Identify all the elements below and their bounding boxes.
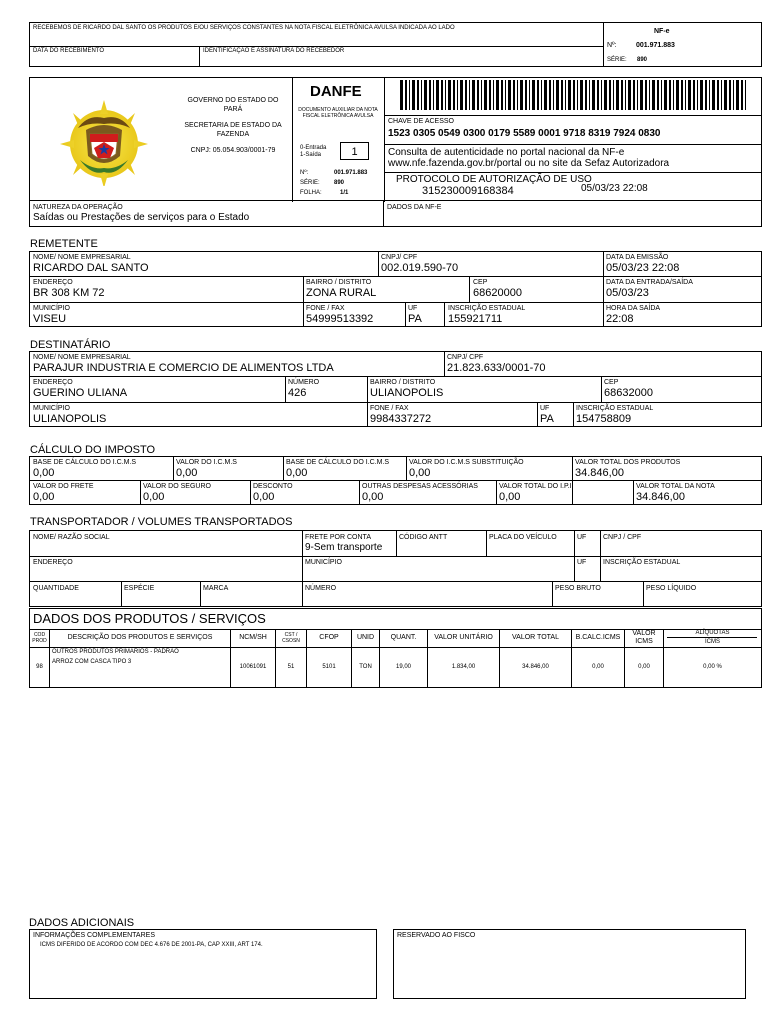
ipi-label: VALOR TOTAL DO I.P.I	[499, 483, 572, 490]
danfe-serie-label: SÉRIE:	[300, 180, 320, 186]
rem-emissao-label: DATA DA EMISSÃO	[606, 254, 669, 261]
desconto: 0,00	[253, 491, 275, 503]
row-desc-line1: OUTROS PRODUTOS PRIMARIOS - PADRAO	[52, 649, 179, 655]
barcode-bar	[717, 80, 719, 110]
rem-endereco-label: ENDEREÇO	[33, 279, 73, 286]
barcode-bar	[613, 80, 614, 110]
col-cst: CST / CSOSN	[276, 629, 307, 647]
barcode-bar	[484, 80, 487, 110]
rem-ie: 155921711	[448, 313, 503, 325]
barcode-bar	[676, 80, 679, 110]
barcode-bar	[633, 80, 635, 110]
barcode-bar	[628, 80, 631, 110]
rem-municipio: VISEU	[33, 313, 67, 325]
trans-endereco-label: ENDEREÇO	[33, 559, 73, 566]
reservado-fisco	[393, 929, 746, 999]
barcode-bar	[609, 80, 611, 110]
dest-municipio-label: MUNICÍPIO	[33, 405, 70, 412]
base-icms-label: BASE DE CÁLCULO DO I.C.M.S	[33, 459, 137, 466]
destinatario-block	[29, 351, 762, 427]
rem-ie-label: INSCRIÇÃO ESTADUAL	[448, 305, 526, 312]
barcode-bar	[616, 80, 619, 110]
dest-nome-label: NOME/ NOME EMPRESARIAL	[33, 354, 131, 361]
barcode	[400, 80, 750, 110]
chave-acesso: 1523 0305 0549 0300 0179 5589 0001 9718 8319 7924 0830	[388, 128, 661, 139]
dest-numero-label: NÚMERO	[288, 379, 320, 386]
row-cst: 51	[276, 647, 307, 687]
barcode-bar	[409, 80, 410, 110]
trans-especie-label: ESPÉCIE	[124, 585, 155, 592]
info-label: INFORMAÇÕES COMPLEMENTARES	[33, 932, 155, 939]
barcode-bar	[573, 80, 575, 110]
barcode-bar	[496, 80, 499, 110]
rem-hora-label: HORA DA SAÍDA	[606, 305, 661, 312]
col-aliquotas	[664, 629, 761, 647]
barcode-bar	[640, 80, 643, 110]
rem-fone: 54999513392	[306, 313, 374, 325]
dest-uf: PA	[540, 413, 554, 425]
barcode-bar	[673, 80, 674, 110]
outras-label: OUTRAS DESPESAS ACESSÓRIAS	[362, 483, 478, 490]
saida-text: 1-Saída	[300, 152, 322, 158]
barcode-bar	[729, 80, 731, 110]
col-cfop: CFOP	[307, 629, 352, 647]
produtos-section-title: DADOS DOS PRODUTOS / SERVIÇOS	[33, 611, 266, 626]
col-aliq: ALÍQUOTAS	[695, 630, 730, 636]
col-vtotal: VALOR TOTAL	[500, 629, 572, 647]
trans-antt-label: CÓDIGO ANTT	[399, 534, 448, 541]
chave-label: CHAVE DE ACESSO	[388, 118, 455, 125]
rem-nome: RICARDO DAL SANTO	[33, 262, 149, 274]
col-desc: DESCRIÇÃO DOS PRODUTOS E SERVIÇOS	[50, 629, 231, 647]
fisco-label: RESERVADO AO FISCO	[397, 932, 476, 939]
barcode-bar	[513, 80, 515, 110]
dest-fone: 9984337272	[370, 413, 432, 425]
trans-bruto-label: PESO BRUTO	[555, 585, 601, 592]
produtos-header	[30, 629, 761, 647]
identificacao-label: IDENTIFICAÇÃO E ASSINATURA DO RECEBEDOR	[203, 48, 345, 54]
danfe-title: DANFE	[310, 83, 362, 100]
row-vunit: 1.834,00	[428, 647, 500, 687]
barcode-bar	[697, 80, 698, 110]
destinatario-section-title: DESTINATÁRIO	[30, 339, 111, 351]
barcode-bar	[712, 80, 715, 110]
remetente-section-title: REMETENTE	[30, 238, 98, 250]
dest-numero: 426	[288, 387, 307, 399]
canhoto-nfe-label: NF-e	[654, 28, 670, 35]
rem-nome-label: NOME/ NOME EMPRESARIAL	[33, 254, 131, 261]
table-row	[30, 647, 761, 687]
barcode-bar	[544, 80, 547, 110]
trans-marca-label: MARCA	[203, 585, 229, 592]
rem-bairro-label: BAIRRO / DISTRITO	[306, 279, 372, 286]
barcode-bar	[412, 80, 415, 110]
consulta-line1: Consulta de autenticidade no portal nacional da NF-e	[388, 147, 625, 158]
barcode-bar	[601, 80, 602, 110]
emitente-cnpj: CNPJ: 05.054.903/0001-79	[190, 147, 276, 154]
trans-ie-label: INSCRIÇÃO ESTADUAL	[603, 559, 681, 566]
barcode-bar	[669, 80, 671, 110]
total-nota: 34.846,00	[636, 491, 685, 503]
rem-cnpj: 002.019.590-70	[381, 262, 459, 274]
rem-cep-label: CEP	[473, 279, 488, 286]
entrada-text: 0-Entrada	[300, 145, 327, 151]
trans-quantidade-label: QUANTIDADE	[33, 585, 79, 592]
trans-numero-label: NÚMERO	[305, 585, 337, 592]
barcode-bar	[549, 80, 551, 110]
canhoto-serie-label: SÉRIE:	[607, 57, 627, 63]
barcode-bar	[517, 80, 518, 110]
col-vicms: VALOR ICMS	[625, 629, 664, 647]
desconto-label: DESCONTO	[253, 483, 293, 490]
barcode-bar	[741, 80, 743, 110]
barcode-bar	[537, 80, 539, 110]
rem-emissao: 05/03/23 22:08	[606, 262, 680, 274]
dest-ie: 154758809	[576, 413, 632, 425]
rem-cep: 68620000	[473, 287, 522, 299]
dest-cnpj-label: CNPJ/ CPF	[447, 354, 484, 361]
barcode-bar	[645, 80, 647, 110]
base-st: 0,00	[286, 467, 308, 479]
trans-municipio-label: MUNICÍPIO	[305, 559, 342, 566]
row-desc-line2: ARROZ COM CASCA TIPO 3	[52, 659, 132, 665]
barcode-bar	[556, 80, 559, 110]
col-ncm: NCM/SH	[231, 629, 276, 647]
barcode-bar	[649, 80, 650, 110]
imposto-block	[29, 456, 762, 505]
barcode-bar	[568, 80, 571, 110]
row-vtotal: 34.846,00	[500, 647, 572, 687]
barcode-bar	[589, 80, 590, 110]
danfe-subtitle: DOCUMENTO AUXILIAR DA NOTA FISCAL ELETRÔNICA AVULSA	[298, 107, 378, 119]
trans-razao-label: NOME/ RAZÃO SOCIAL	[33, 534, 110, 541]
total-produtos: 34.846,00	[575, 467, 624, 479]
trans-uf-label: UF	[577, 534, 587, 541]
consulta-line2: www.nfe.fazenda.gov.br/portal ou no site da Sefaz Autorizadora	[388, 158, 670, 169]
dest-bairro-label: BAIRRO / DISTRITO	[370, 379, 436, 386]
dest-cep-label: CEP	[604, 379, 619, 386]
barcode-bar	[625, 80, 626, 110]
col-vunit: VALOR UNITÁRIO	[428, 629, 500, 647]
col-unid: UNID	[352, 629, 380, 647]
barcode-bar	[561, 80, 563, 110]
dest-cep: 68632000	[604, 387, 653, 399]
col-quant: QUANT.	[380, 629, 428, 647]
dest-endereco: GUERINO ULIANA	[33, 387, 128, 399]
natureza-block	[29, 200, 762, 227]
protocolo-label: PROTOCOLO DE AUTORIZAÇÃO DE USO	[396, 174, 592, 185]
valor-st-label: VALOR DO I.C.M.S SUBSTITUIÇÃO	[409, 459, 524, 466]
barcode-bar	[585, 80, 587, 110]
danfe-folha-label: FOLHA:	[300, 190, 322, 196]
barcode-bar	[453, 80, 455, 110]
valor-icms-label: VALOR DO I.C.M.S	[176, 459, 237, 466]
col-aliq-icms: ICMS	[705, 639, 720, 645]
danfe-serie: 890	[334, 180, 345, 186]
dados-nfe-label: DADOS DA NF-E	[387, 204, 442, 211]
dest-ie-label: INSCRIÇÃO ESTADUAL	[576, 405, 654, 412]
barcode-bar	[501, 80, 503, 110]
barcode-bar	[481, 80, 482, 110]
informacoes-complementares	[29, 929, 377, 999]
natureza-label: NATUREZA DA OPERAÇÃO	[33, 204, 123, 211]
barcode-bar	[424, 80, 427, 110]
emitente-block	[29, 77, 762, 201]
barcode-bar	[520, 80, 523, 110]
base-icms: 0,00	[33, 467, 55, 479]
total-produtos-label: VALOR TOTAL DOS PRODUTOS	[575, 459, 681, 466]
trans-uf2-label: UF	[577, 559, 587, 566]
dest-cnpj: 21.823.633/0001-70	[447, 362, 546, 374]
tipo-operacao: 1	[351, 146, 358, 158]
total-nota-label: VALOR TOTAL DA NOTA	[636, 483, 715, 490]
barcode-bar	[661, 80, 662, 110]
barcode-bar	[493, 80, 494, 110]
barcode-bar	[489, 80, 491, 110]
barcode-bar	[685, 80, 686, 110]
barcode-bar	[693, 80, 695, 110]
barcode-bar	[505, 80, 506, 110]
valor-icms: 0,00	[176, 467, 198, 479]
barcode-bar	[436, 80, 439, 110]
trans-liquido-label: PESO LÍQUIDO	[646, 585, 697, 592]
seguro: 0,00	[143, 491, 165, 503]
barcode-bar	[472, 80, 475, 110]
dest-nome: PARAJUR INDUSTRIA E COMERCIO DE ALIMENTOS LTDA	[33, 362, 334, 374]
tipo-operacao-box	[340, 142, 369, 160]
trans-cnpj-label: CNPJ / CPF	[603, 534, 642, 541]
seguro-label: VALOR DO SEGURO	[143, 483, 211, 490]
barcode-bar	[733, 80, 734, 110]
state-coat-of-arms-icon	[58, 94, 150, 186]
barcode-bar	[580, 80, 583, 110]
info-text: ICMS DIFERIDO DE ACORDO COM DEC 4.676 DE 2001-PA, CAP XXIII, ART 174.	[40, 942, 263, 948]
canhoto-serie: 890	[637, 57, 648, 63]
rem-endereco: BR 308 KM 72	[33, 287, 105, 299]
barcode-bar	[652, 80, 655, 110]
rem-hora: 22:08	[606, 313, 634, 325]
barcode-bar	[724, 80, 727, 110]
barcode-bar	[532, 80, 535, 110]
barcode-bar	[421, 80, 422, 110]
barcode-bar	[721, 80, 722, 110]
produtos-block	[29, 608, 762, 688]
rem-bairro: ZONA RURAL	[306, 287, 377, 299]
frete: 0,00	[33, 491, 55, 503]
dest-municipio: ULIANOPOLIS	[33, 413, 107, 425]
protocolo-numero: 315230009168384	[422, 185, 514, 197]
danfe-folha: 1/1	[340, 190, 349, 196]
rem-cnpj-label: CNPJ/ CPF	[381, 254, 418, 261]
barcode-bar	[592, 80, 595, 110]
adicionais-section-title: DADOS ADICIONAIS	[29, 917, 135, 929]
trans-placa-label: PLACA DO VEÍCULO	[489, 534, 557, 541]
barcode-bar	[429, 80, 431, 110]
row-bcalc: 0,00	[572, 647, 625, 687]
barcode-bar	[604, 80, 607, 110]
dest-endereco-label: ENDEREÇO	[33, 379, 73, 386]
barcode-bar	[736, 80, 739, 110]
canhoto	[29, 22, 762, 67]
col-cod: COD PROD	[30, 629, 50, 647]
barcode-bar	[705, 80, 707, 110]
barcode-bar	[657, 80, 659, 110]
dest-fone-label: FONE / FAX	[370, 405, 409, 412]
barcode-bar	[553, 80, 554, 110]
trans-frete-label: FRETE POR CONTA	[305, 534, 371, 541]
barcode-bar	[664, 80, 667, 110]
barcode-bar	[469, 80, 470, 110]
barcode-bar	[709, 80, 710, 110]
barcode-bar	[745, 80, 746, 110]
barcode-bar	[700, 80, 703, 110]
data-recebimento-label: DATA DO RECEBIMENTO	[33, 48, 105, 54]
natureza-value: Saídas ou Prestações de serviços para o Estado	[33, 212, 250, 223]
barcode-bar	[577, 80, 578, 110]
barcode-bar	[441, 80, 443, 110]
row-quant: 19,00	[380, 647, 428, 687]
barcode-bar	[621, 80, 623, 110]
barcode-bar	[445, 80, 446, 110]
frete-label: VALOR DO FRETE	[33, 483, 94, 490]
rem-entrada-label: DATA DA ENTRADA/SAÍDA	[606, 279, 693, 286]
row-vicms: 0,00	[625, 647, 664, 687]
barcode-bar	[477, 80, 479, 110]
barcode-bar	[433, 80, 434, 110]
barcode-bar	[405, 80, 407, 110]
rem-uf: PA	[408, 313, 422, 325]
barcode-bar	[541, 80, 542, 110]
row-unid: TON	[352, 647, 380, 687]
base-st-label: BASE DE CÁLCULO DO I.C.M.S	[286, 459, 390, 466]
remetente-block	[29, 251, 762, 327]
valor-st: 0,00	[409, 467, 431, 479]
row-aliq: 0,00 %	[703, 663, 722, 670]
dest-bairro: ULIANOPOLIS	[370, 387, 444, 399]
barcode-bar	[457, 80, 458, 110]
dest-uf-label: UF	[540, 405, 550, 412]
barcode-bar	[525, 80, 527, 110]
barcode-bar	[508, 80, 511, 110]
col-bcalc: B.CALC.ICMS	[572, 629, 625, 647]
secretaria-text: SECRETARIA DE ESTADO DA FAZENDA	[184, 122, 282, 138]
row-desc	[50, 647, 231, 687]
rem-fone-label: FONE / FAX	[306, 305, 345, 312]
barcode-bar	[417, 80, 419, 110]
barcode-bar	[448, 80, 451, 110]
protocolo-datahora: 05/03/23 22:08	[581, 183, 648, 194]
rem-uf-label: UF	[408, 305, 418, 312]
barcode-bar	[460, 80, 463, 110]
barcode-bar	[529, 80, 530, 110]
barcode-bar	[688, 80, 691, 110]
row-cfop: 5101	[307, 647, 352, 687]
canhoto-recebemos: RECEBEMOS DE RICARDO DAL SANTO OS PRODUTOS E/OU SERVIÇOS CONSTANTES NA NOTA FISCAL ELETRÔNICA AVULSA INDICADA AO LADO	[33, 25, 455, 31]
barcode-bar	[465, 80, 467, 110]
danfe-numero: 001.971.883	[334, 170, 368, 176]
barcode-bar	[400, 80, 403, 110]
canhoto-numero: 001.971.883	[636, 42, 675, 49]
outras: 0,00	[362, 491, 384, 503]
transportador-block	[29, 530, 762, 607]
danfe-numero-label: Nº:	[300, 170, 309, 176]
trans-frete: 9-Sem transporte	[305, 542, 383, 553]
imposto-section-title: CÁLCULO DO IMPOSTO	[30, 444, 156, 456]
rem-entrada: 05/03/23	[606, 287, 649, 299]
ipi: 0,00	[499, 491, 521, 503]
governo-text: GOVERNO DO ESTADO DO PARÁ	[187, 97, 279, 113]
row-cod: 98	[30, 647, 50, 687]
rem-municipio-label: MUNICÍPIO	[33, 305, 70, 312]
barcode-bar	[681, 80, 683, 110]
transportador-section-title: TRANSPORTADOR / VOLUMES TRANSPORTADOS	[30, 516, 293, 528]
barcode-bar	[597, 80, 599, 110]
barcode-bar	[565, 80, 566, 110]
row-ncm: 10061091	[231, 647, 276, 687]
canhoto-numero-label: Nº:	[607, 42, 617, 49]
barcode-bar	[637, 80, 638, 110]
